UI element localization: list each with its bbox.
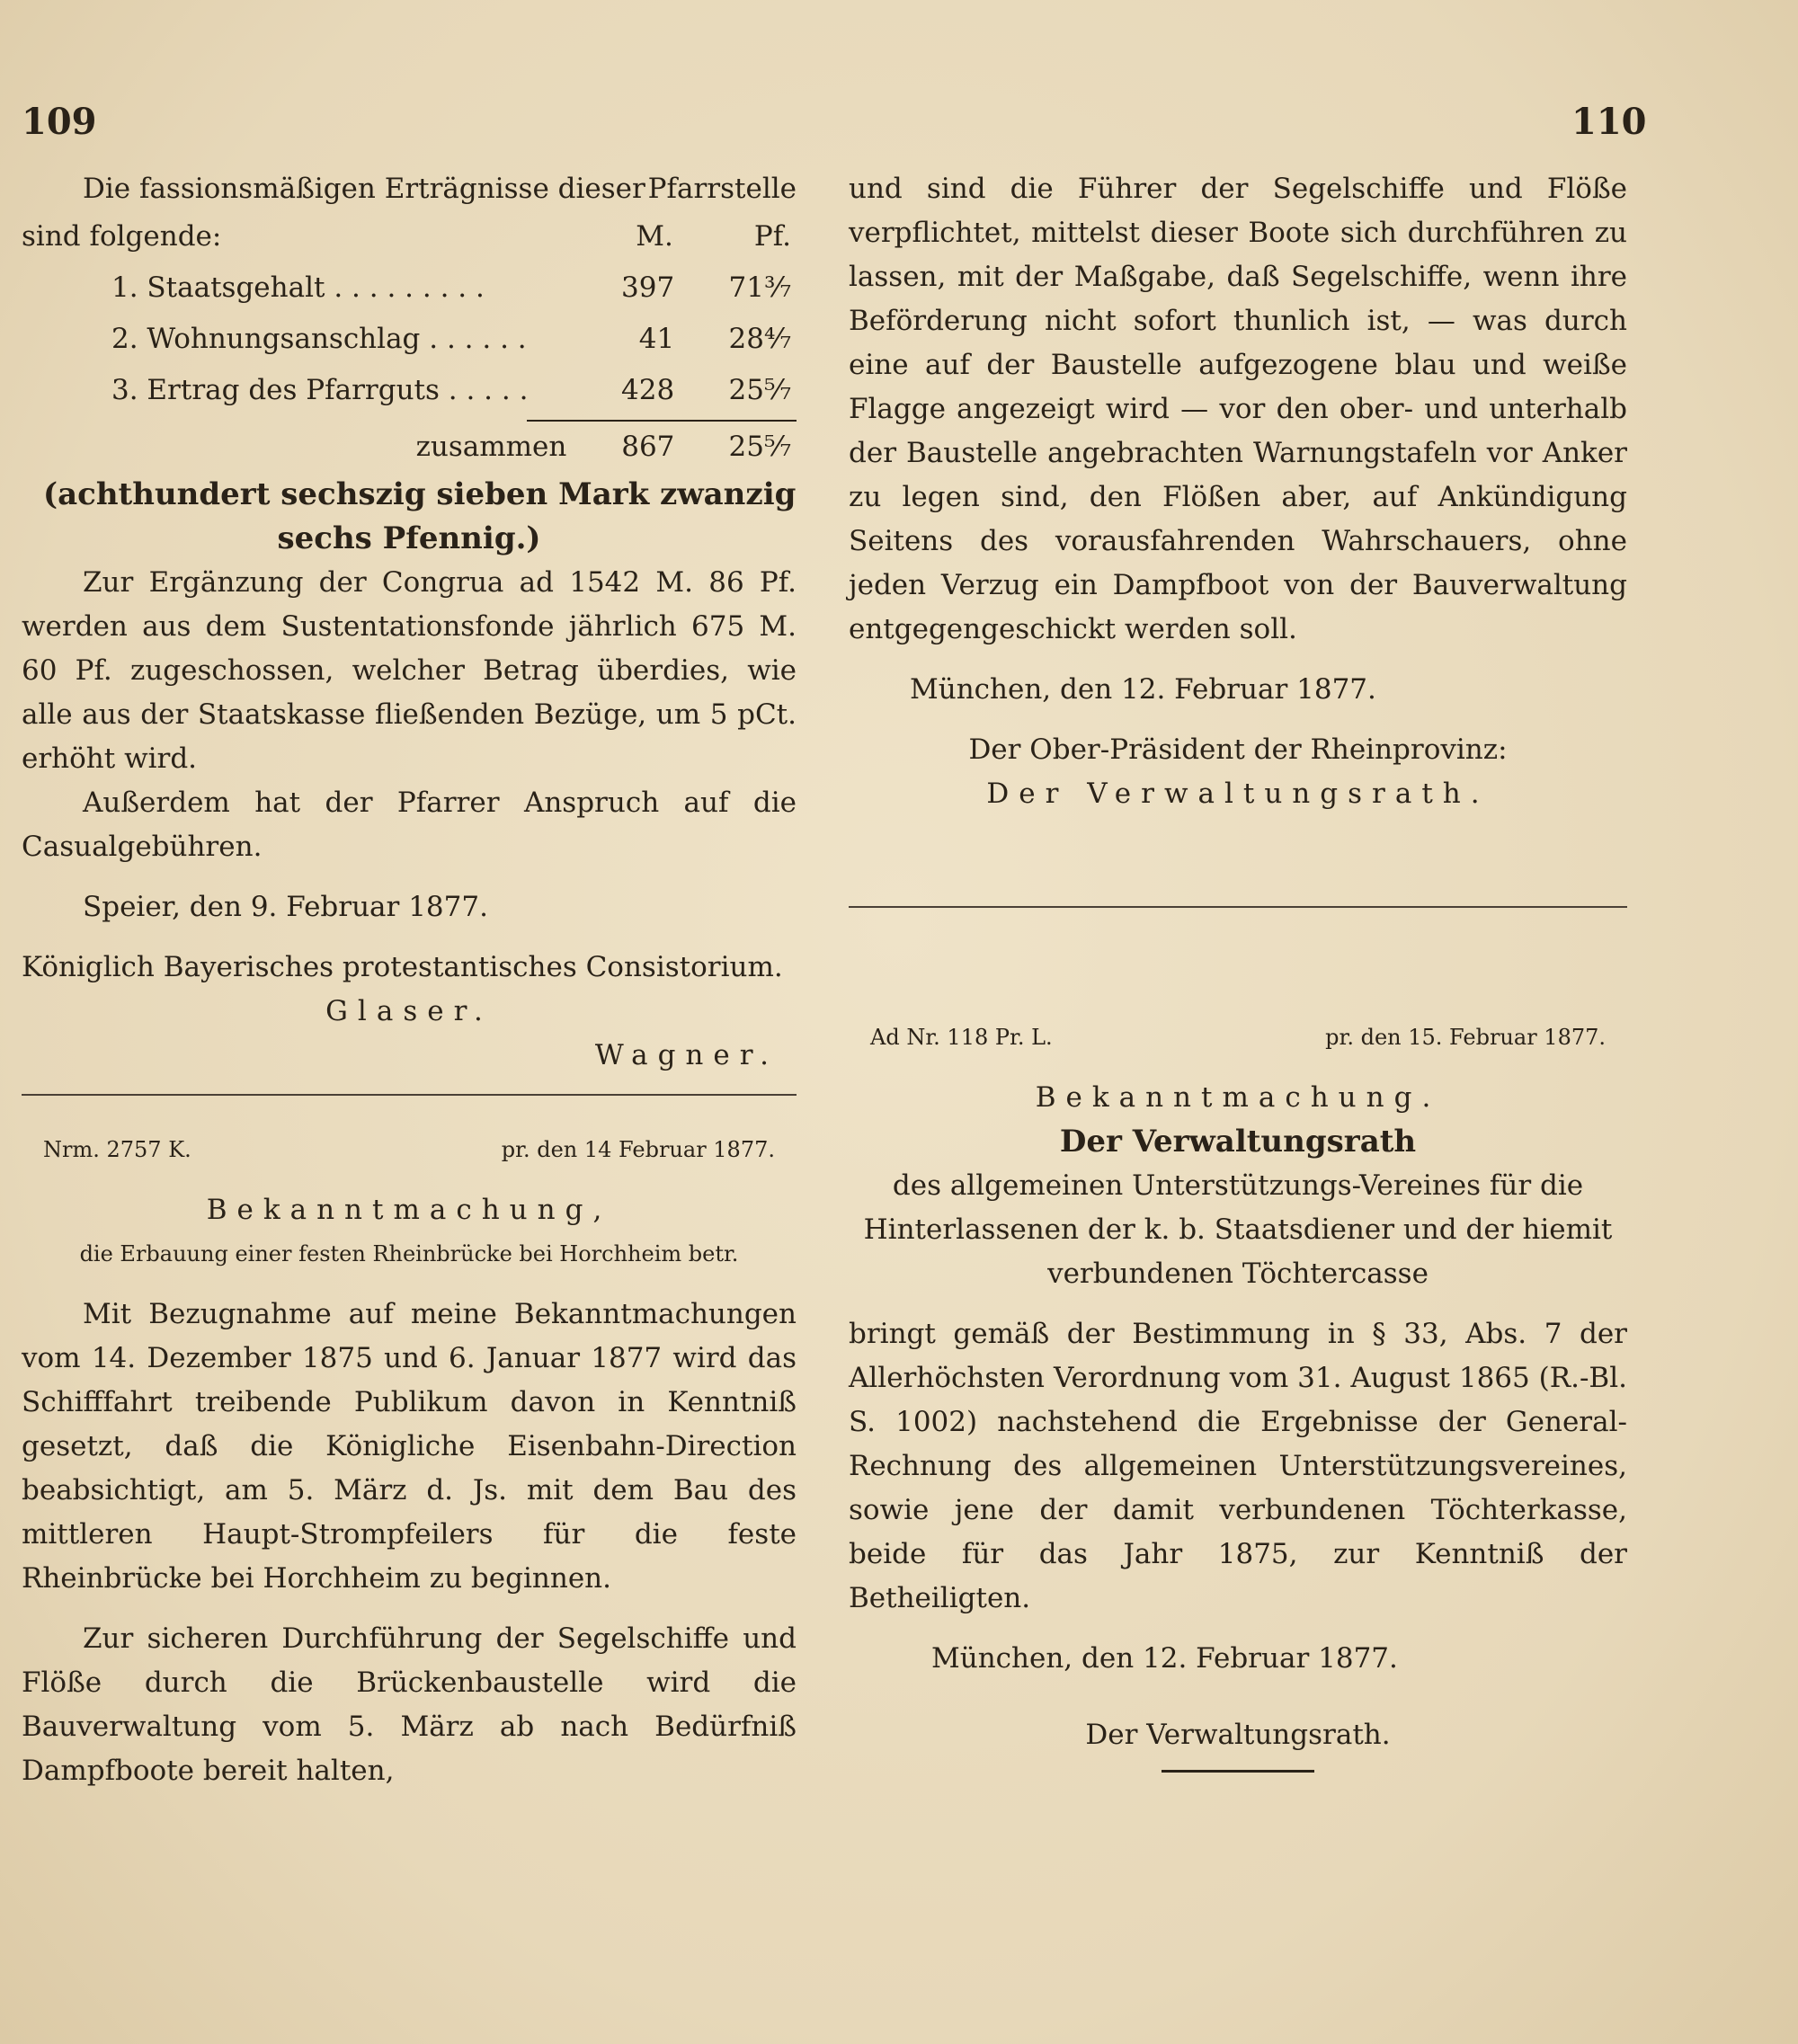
association-title: des allgemeinen Unterstützungs-Vereines für die Hinterlassenen der k. b. Staatsdiener und der hiemit verbundenen Töchtercasse [863, 1169, 1613, 1290]
signature: Der Verwaltungsrath. [986, 778, 1490, 810]
column-header-pfennig: Pf. [753, 220, 791, 253]
page-number-right: 110 [1571, 101, 1647, 143]
reference-line [22, 1128, 797, 1172]
issuing-authority: Königlich Bayerisches protestantisches Consistorium. [22, 951, 783, 983]
income-item-label: 2. Wohnungsanschlag . . . . . . [111, 323, 527, 355]
paragraph: Außerdem hat der Pfarrer Anspruch auf die Casualgebühren. [22, 786, 797, 863]
total-in-words-end: sechs Pfennig.) [277, 520, 541, 556]
dateline: Speier, den 9. Februar 1877. [83, 891, 488, 923]
table-row [111, 365, 797, 416]
income-header-row [22, 211, 797, 262]
income-item-pfennig: 28⁴⁄₇ [728, 323, 791, 355]
signature: Der Verwaltungsrath. [1085, 1719, 1391, 1751]
table-row [111, 262, 797, 314]
total-pfennig: 25⁵⁄₇ [728, 431, 791, 463]
end-rule [1162, 1770, 1314, 1773]
income-item-mark: 397 [621, 271, 675, 304]
received-date: pr. den 15. Februar 1877. [1325, 1025, 1606, 1050]
reference-number: Ad Nr. 118 Pr. L. [870, 1025, 1053, 1050]
column-header-mark: M. [636, 220, 673, 253]
left-column [22, 167, 797, 1793]
right-column [849, 167, 1627, 1773]
income-table [111, 262, 797, 416]
total-in-words: (achthundert sechszig sieben Mark zwanzig [43, 476, 797, 512]
notice-subject: die Erbauung einer festen Rheinbrücke bei Horchheim betr. [79, 1241, 739, 1266]
notice-heading: Bekanntmachung. [1035, 1081, 1441, 1114]
signature: Glaser. [325, 995, 493, 1027]
total-label: zusammen [415, 431, 567, 463]
signature: Wagner. [594, 1039, 779, 1071]
income-intro-line [22, 167, 797, 211]
paragraph: Zur Ergänzung der Congrua ad 1542 M. 86 Pf. werden aus dem Sustentationsfonde jährlich 675 M. 60 Pf. zugeschossen, welcher Betrag überdies, wie alle aus der Staatskasse fließenden Bezüge, um 5 pCt. erhöht wird. [22, 566, 797, 775]
income-item-label: 3. Ertrag des Pfarrguts . . . . . [111, 374, 529, 406]
income-item-pfennig: 25⁵⁄₇ [728, 374, 791, 406]
paragraph: bringt gemäß der Bestimmung in § 33, Abs. 7 der Allerhöchsten Verordnung vom 31. August 1865 (R.-Bl. S. 1002) nachstehend die Ergebnisse der General-Rechnung des allgemeinen Unterstützungsvereines, sowie jene der damit verbundenen Töchterkasse, beide für das Jahr 1875, zur Kenntniß der Betheiligten. [849, 1318, 1627, 1614]
notice-heading: Bekanntmachung, [206, 1194, 612, 1226]
income-total [111, 422, 797, 473]
page-number-left: 109 [22, 101, 97, 143]
income-intro-text: Die fassionsmäßigen Erträgnisse dieser [83, 173, 645, 205]
received-date: pr. den 14 Februar 1877. [501, 1137, 775, 1162]
income-item-pfennig: 71³⁄₇ [728, 271, 791, 304]
dateline: München, den 12. Februar 1877. [910, 673, 1376, 706]
income-item-mark: 41 [638, 323, 675, 355]
dateline: München, den 12. Februar 1877. [931, 1642, 1398, 1675]
reference-line [849, 1016, 1627, 1060]
paragraph: Zur sicheren Durchführung der Segelschiffe und Flöße durch die Brückenbaustelle wird die Bauverwaltung vom 5. März ab nach Bedürfniß Dampfboote bereit halten, [22, 1622, 797, 1787]
reference-number: Nrm. 2757 K. [43, 1137, 191, 1162]
income-intro-text-end: Pfarrstelle [647, 173, 797, 205]
income-intro-continuation: sind folgende: [22, 220, 222, 253]
paragraph: und sind die Führer der Segelschiffe und Flöße verpflichtet, mittelst dieser Boote sich durchführen zu lassen, mit der Maßgabe, daß Segelschiffe, wenn ihre Beförderung nicht sofort thunlich ist, — was durch eine auf der Baustelle aufgezogene blau und weiße Flagge angezeigt wird — vor den ober- und unterhalb der Baustelle angebrachten Warnungstafeln vor Anker zu legen sind, den Flößen aber, auf Ankündigung Seitens des vorausfahrenden Wahrschauers, ohne jeden Verzug ein Dampfboot von der Bauverwaltung entgegengeschickt werden soll. [849, 173, 1627, 645]
paragraph: Mit Bezugnahme auf meine Bekanntmachungen vom 14. Dezember 1875 und 6. Januar 1877 wird das Schifffahrt treibende Publikum davon in Kenntniß gesetzt, daß die Königliche Eisenbahn-Direction beabsichtigt, am 5. März d. Js. mit dem Bau des mittleren Haupt-Strompfeilers für die feste Rheinbrücke bei Horchheim zu beginnen. [22, 1298, 797, 1595]
issuing-authority: Der Ober-Präsident der Rheinprovinz: [968, 733, 1508, 766]
income-item-mark: 428 [621, 374, 675, 406]
total-mark: 867 [621, 431, 675, 463]
notice-subheading: Der Verwaltungsrath [1059, 1124, 1417, 1160]
income-item-label: 1. Staatsgehalt . . . . . . . . . [111, 271, 485, 304]
table-row [111, 314, 797, 365]
